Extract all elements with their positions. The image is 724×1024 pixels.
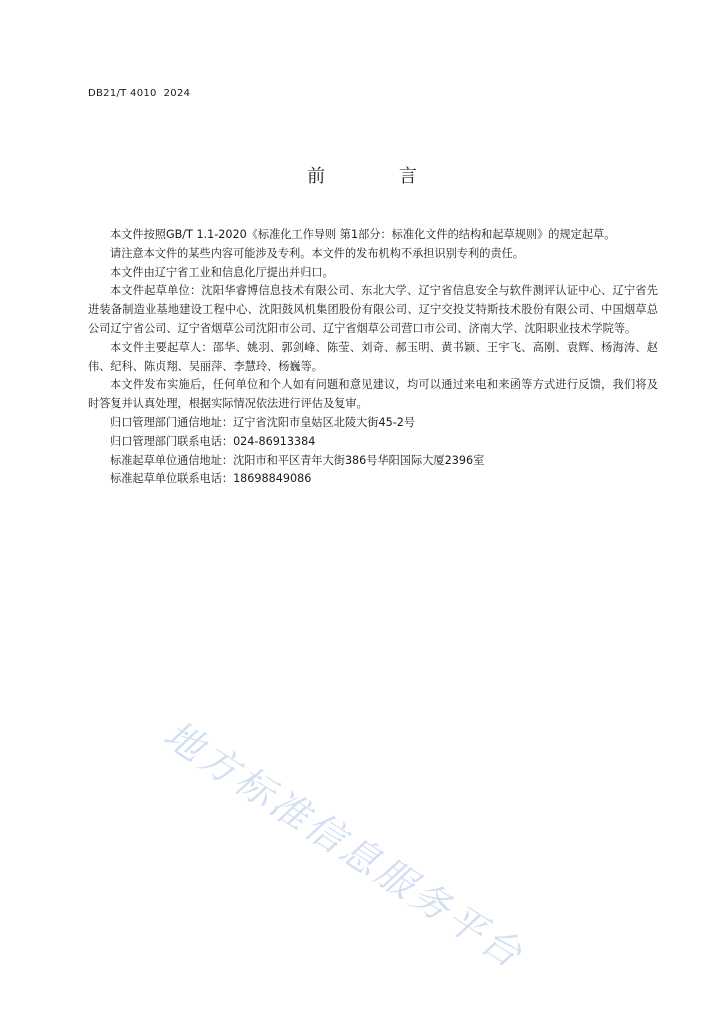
- paragraph-admin-phone: 归口管理部门联系电话：024-86913384: [110, 434, 316, 448]
- paragraph-drafter-address: 标准起草单位通信地址：沈阳市和平区青年大街386号华阳国际大厦2396室: [110, 453, 485, 467]
- paragraph-patent-notice: 请注意本文件的某些内容可能涉及专利。本文件的发布机构不承担识别专利的责任。: [110, 246, 524, 260]
- paragraph-drafting-units: 本文件起草单位：沈阳华睿博信息技术有限公司、东北大学、辽宁省信息安全与软件测评认证中心、辽宁省先进装备制造业基地建设工程中心、沈阳鼓风机集团股份有限公司、辽宁交投艾特斯技术股份有限公司、中国烟草总公司辽宁省公司、辽宁省烟草公司沈阳市公司、辽宁省烟草公司营口市公司、济南大学、沈阳职业技术学院等。: [88, 284, 658, 335]
- watermark: 地方标准信息服务平台: [156, 711, 533, 978]
- paragraph-drafters: 本文件主要起草人：邵华、姚羽、郭剑峰、陈莹、刘奇、郝玉明、黄书颖、王宇飞、高刚、袁辉、杨海涛、赵伟、纪科、陈贞翔、吴丽萍、李慧玲、杨巍等。: [88, 340, 658, 373]
- page-title: 前 言: [307, 166, 451, 187]
- paragraph-proposer: 本文件由辽宁省工业和信息化厅提出并归口。: [110, 265, 334, 279]
- paragraph-feedback: 本文件发布实施后，任何单位和个人如有问题和意见建议，均可以通过来电和来函等方式进行反馈，我们将及时答复并认真处理，根据实际情况依法进行评估及复审。: [88, 378, 658, 411]
- standard-code: DB21/T 4010 2024: [88, 88, 191, 99]
- paragraph-drafter-phone: 标准起草单位联系电话：18698849086: [110, 472, 312, 486]
- paragraph-drafting-rules: 本文件按照GB/T 1.1-2020《标准化工作导则 第1部分：标准化文件的结构和起草规则》的规定起草。: [110, 228, 616, 241]
- paragraph-admin-address: 归口管理部门通信地址：辽宁省沈阳市皇姑区北陵大街45-2号: [110, 415, 416, 429]
- document-body: [88, 226, 658, 489]
